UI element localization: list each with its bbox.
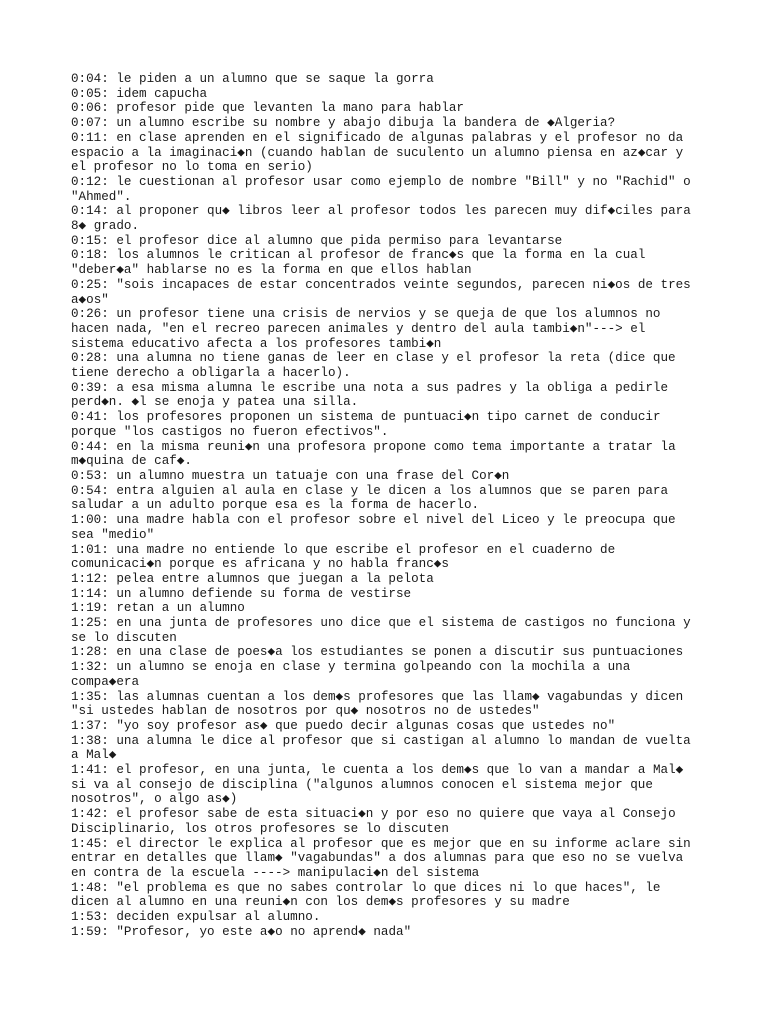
- document-line: 1:59: "Profesor, yo este a◆o no aprend◆ nada": [71, 924, 412, 939]
- document-line: 0:18: los alumnos le critican al profesor de franc◆s que la forma en la cual "deber◆a" hablarse no es la forma en que ellos hablan: [71, 248, 653, 278]
- document-line: 0:28: una alumna no tiene ganas de leer en clase y el profesor la reta (dice que tiene derecho a obligarla a hacerlo).: [71, 351, 684, 381]
- document-line: 1:45: el director le explica al profesor que es mejor que en su informe aclare sin entrar en detalles que llam◆ "vagabundas" a dos alumnas para que eso no se vuelva en contra de la escuela ----> manipulaci◆n del sistema: [71, 836, 699, 880]
- document-body: [71, 72, 699, 939]
- document-line: 0:53: un alumno muestra un tatuaje con una frase del Cor◆n: [71, 468, 510, 483]
- document-line: 1:38: una alumna le dice al profesor que si castigan al alumno lo mandan de vuelta a Mal◆: [71, 733, 699, 763]
- document-line: 1:01: una madre no entiende lo que escribe el profesor en el cuaderno de comunicaci◆n porque es africana y no habla franc◆s: [71, 542, 623, 572]
- document-line: 0:26: un profesor tiene una crisis de nervios y se queja de que los alumnos no hacen nada, "en el recreo parecen animales y dentro del aula tambi◆n"---> el sistema educativo afecta a los profesores tambi◆n: [71, 307, 669, 351]
- document-line: 0:54: entra alguien al aula en clase y le dicen a los alumnos que se paren para saludar a un adulto porque esa es la forma de hacerlo.: [71, 483, 676, 513]
- document-line: 0:41: los profesores proponen un sistema de puntuaci◆n tipo carnet de conducir porque "los castigos no fueron efectivos".: [71, 410, 669, 439]
- document-line: 1:35: las alumnas cuentan a los dem◆s profesores que las llam◆ vagabundas y dicen "si ustedes hablan de nosotros por qu◆ nosotros no de ustedes": [71, 689, 691, 719]
- document-line: 0:25: "sois incapaces de estar concentrados veinte segundos, parecen ni◆os de tres a◆os": [71, 277, 699, 307]
- document-line: 1:37: "yo soy profesor as◆ que puedo decir algunas cosas que ustedes no": [71, 718, 616, 733]
- document-line: 0:07: un alumno escribe su nombre y abajo dibuja la bandera de ◆Algeria?: [71, 116, 616, 131]
- document-line: 0:05: idem capucha: [71, 86, 208, 101]
- document-line: 1:41: el profesor, en una junta, le cuenta a los dem◆s que lo van a mandar a Mal◆ si va al consejo de disciplina ("algunos alumnos conocen el sistema mejor que nosotros", o algo as◆): [71, 763, 691, 807]
- document-line: 1:48: "el problema es que no sabes controlar lo que dices ni lo que haces", le dicen al alumno en una reuni◆n con los dem◆s profesores y su madre: [71, 880, 669, 910]
- document-line: 0:39: a esa misma alumna le escribe una nota a sus padres y la obliga a pedirle perd◆n. ◆l se enoja y patea una silla.: [71, 380, 676, 410]
- document-line: 0:44: en la misma reuni◆n una profesora propone como tema importante a tratar la m◆quina de caf◆.: [71, 439, 684, 469]
- document-line: 0:11: en clase aprenden en el significado de algunas palabras y el profesor no da espacio a la imaginaci◆n (cuando hablan de suculento un alumno piensa en az◆car y el profesor no lo toma en serio): [71, 130, 691, 175]
- document-line: 0:12: le cuestionan al profesor usar como ejemplo de nombre "Bill" y no "Rachid" o "Ahmed".: [71, 174, 699, 204]
- document-line: 0:04: le piden a un alumno que se saque la gorra: [71, 72, 434, 86]
- document-line: 1:00: una madre habla con el profesor sobre el nivel del Liceo y le preocupa que sea "medio": [71, 513, 684, 542]
- document-line: 1:42: el profesor sabe de esta situaci◆n y por eso no quiere que vaya al Consejo Disciplinario, los otros profesores se lo discuten: [71, 807, 684, 836]
- document-line: 1:28: en una clase de poes◆a los estudiantes se ponen a discutir sus puntuaciones: [71, 645, 684, 660]
- document-line: 1:32: un alumno se enoja en clase y termina golpeando con la mochila a una compa◆era: [71, 660, 638, 689]
- document-line: 0:14: al proponer qu◆ libros leer al profesor todos les parecen muy dif◆ciles para 8◆ grado.: [71, 204, 699, 234]
- document-line: 1:19: retan a un alumno: [71, 601, 245, 616]
- document-line: 1:25: en una junta de profesores uno dice que el sistema de castigos no funciona y se lo discuten: [71, 616, 699, 645]
- document-line: 1:14: un alumno defiende su forma de vestirse: [71, 586, 412, 601]
- document-line: 1:12: pelea entre alumnos que juegan a la pelota: [71, 571, 434, 586]
- document-line: 0:06: profesor pide que levanten la mano para hablar: [71, 101, 464, 116]
- document-line: 1:53: deciden expulsar al alumno.: [71, 910, 321, 925]
- document-line: 0:15: el profesor dice al alumno que pida permiso para levantarse: [71, 233, 563, 248]
